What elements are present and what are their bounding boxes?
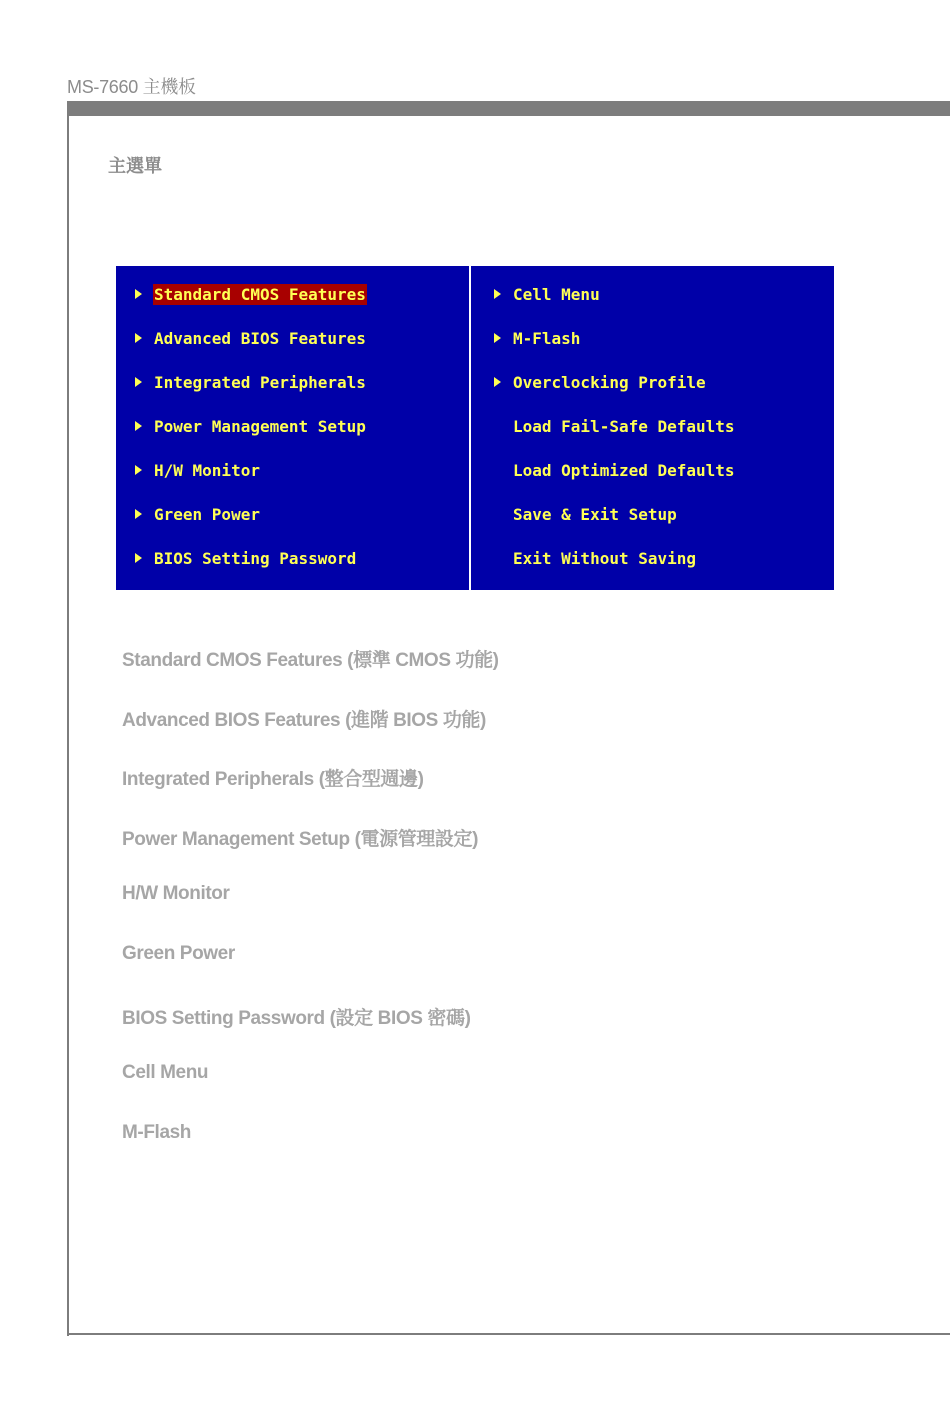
bios-menu-item-label: Exit Without Saving <box>513 548 697 568</box>
description-heading: Integrated Peripherals (整合型週邊) <box>122 769 424 791</box>
bios-menu-item-save-exit-setup[interactable] <box>493 502 736 526</box>
description-heading: BIOS Setting Password (設定 BIOS 密碼) <box>122 1007 471 1029</box>
bios-menu-item-green-power[interactable] <box>134 502 367 526</box>
bios-menu-item-overclocking-profile[interactable] <box>493 370 736 394</box>
submenu-arrow-icon <box>135 553 142 563</box>
submenu-arrow-icon <box>494 333 501 343</box>
bios-menu-item-label: H/W Monitor <box>154 460 260 480</box>
description-heading: Power Management Setup (電源管理設定) <box>122 828 479 850</box>
bios-main-menu <box>116 266 834 590</box>
submenu-arrow-icon <box>135 509 142 519</box>
left-border <box>67 116 69 1336</box>
bios-left-column <box>134 282 367 590</box>
bios-menu-item-advanced-bios-features[interactable] <box>134 326 367 350</box>
bios-menu-item-exit-without-saving[interactable] <box>493 546 736 570</box>
submenu-arrow-icon <box>135 289 142 299</box>
bios-menu-item-label: Integrated Peripherals <box>154 372 366 392</box>
bios-menu-item-power-management-setup[interactable] <box>134 414 367 438</box>
bios-column-divider <box>469 266 471 590</box>
section-title: 主選單 <box>108 156 162 176</box>
description-heading: Cell Menu <box>122 1062 209 1084</box>
bios-menu-item-label: Advanced BIOS Features <box>154 328 366 348</box>
submenu-arrow-icon <box>135 377 142 387</box>
bios-menu-item-label: BIOS Setting Password <box>154 548 357 568</box>
page-header: MS-7660 主機板 <box>67 77 196 97</box>
description-heading: Standard CMOS Features (標準 CMOS 功能) <box>122 650 499 671</box>
submenu-arrow-icon <box>135 465 142 475</box>
bios-menu-item-load-optimized-defaults[interactable] <box>493 458 736 482</box>
bios-menu-item-label: Standard CMOS Features <box>154 284 366 304</box>
bios-menu-item-cell-menu[interactable] <box>493 282 736 306</box>
bios-menu-item-m-flash[interactable] <box>493 326 736 350</box>
bios-menu-item-integrated-peripherals[interactable] <box>134 370 367 394</box>
description-heading: Green Power <box>122 942 235 964</box>
bios-right-column <box>493 282 736 590</box>
submenu-arrow-icon <box>494 377 501 387</box>
submenu-arrow-icon <box>135 421 142 431</box>
bios-menu-item-label: Save & Exit Setup <box>513 504 677 524</box>
bios-menu-item-label: Load Fail-Safe Defaults <box>513 416 735 436</box>
bios-menu-item-label: Green Power <box>154 504 260 524</box>
bios-menu-item-standard-cmos-features[interactable] <box>134 282 367 306</box>
bios-menu-item-label: Load Optimized Defaults <box>513 460 735 480</box>
bios-menu-item-h-w-monitor[interactable] <box>134 458 367 482</box>
bios-menu-item-label: Overclocking Profile <box>513 372 706 392</box>
bios-menu-item-load-fail-safe-defaults[interactable] <box>493 414 736 438</box>
description-heading: Advanced BIOS Features (進階 BIOS 功能) <box>122 709 486 731</box>
bios-menu-item-bios-setting-password[interactable] <box>134 546 367 570</box>
bios-menu-item-label: Power Management Setup <box>154 416 366 436</box>
header-bar <box>67 101 950 116</box>
submenu-arrow-icon <box>135 333 142 343</box>
description-heading: H/W Monitor <box>122 883 230 905</box>
bios-menu-item-label: M-Flash <box>513 328 581 348</box>
submenu-arrow-icon <box>494 289 501 299</box>
bottom-border <box>67 1333 950 1335</box>
bios-menu-item-label: Cell Menu <box>513 284 600 304</box>
menu-description-list <box>122 645 499 1181</box>
description-heading: M-Flash <box>122 1121 191 1143</box>
